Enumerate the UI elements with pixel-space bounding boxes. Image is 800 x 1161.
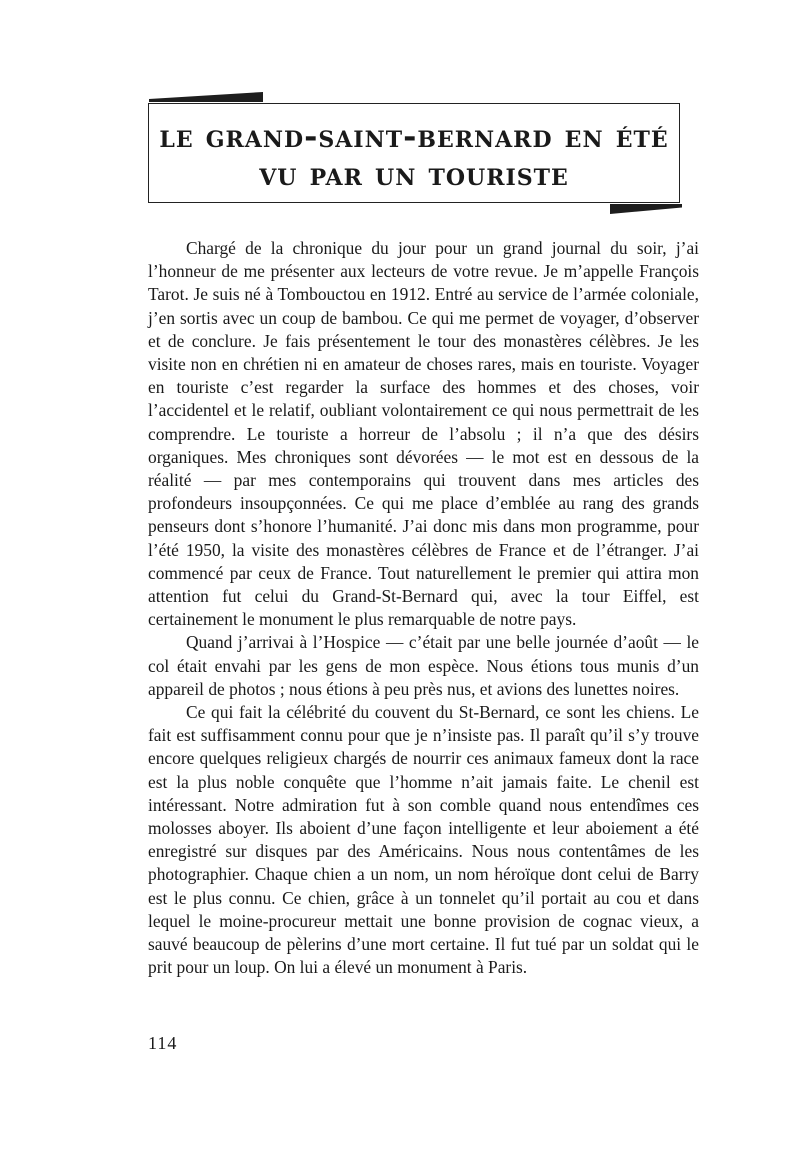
page-number: 114 [148,1033,178,1053]
page-title-line-1: le grand-saint-bernard en été [159,117,669,155]
paragraph-3: Ce qui fait la célébrité du couvent du St-Bernard, ce sont les chiens. Le fait est suffisamment connu pour que je n’insiste pas. Il paraît qu’il s’y trouve encore quelques religieux chargés de nourrir ces animaux fameux dont la race est la plus noble conquête que l’homme n’ait jamais faite. Le chenil est intéressant. Notre admiration fut à son comble quand nous entendîmes ces molosses aboyer. Ils aboient d’une façon intelligente et leur aboiement a été enregistré sur disques par des Américains. Nous nous contentâmes de les photographier. Chaque chien a un nom, un nom héroïque dont celui de Barry est le plus connu. Ce chien, grâce à un tonnelet qu’il portait au cou et dans lequel le moine-procureur mettait une bonne provision de cognac vieux, a sauvé beaucoup de pèlerins d’une mort certaine. Il fut tué par un soldat qui le prit pour un loup. On lui a élevé un monument à Paris. [148,702,699,978]
paragraph-2: Quand j’arrivai à l’Hospice — c’était par une belle journée d’août — le col était envahi par les gens de mon espèce. Nous étions tous munis d’un appareil de photos ; nous étions à peu près nus, et avions des lunettes noires. [148,632,699,699]
article-body [148,237,699,980]
title-frame [148,103,680,203]
paragraph-1: Chargé de la chronique du jour pour un grand journal du soir, j’ai l’honneur de me présenter aux lecteurs de votre revue. Je m’appelle François Tarot. Je suis né à Tombouctou en 1912. Entré au service de l’armée coloniale, j’en sortis avec un coup de bambou. Ce qui me permet de voyager, d’observer et de conclure. Je fais présentement le tour des monastères célèbres. Je les visite non en chrétien ni en amateur de choses rares, mais en touriste. Voyager en touriste c’est regarder la surface des hommes et des choses, voir l’accidentel et le relatif, oubliant volontairement ce qui nous permettrait de les comprendre. Le touriste a horreur de l’absolu ; il n’a que des désirs organiques. Mes chroniques sont dévorées — le mot est en dessous de la réalité — par mes contemporains qui trouvent dans mes articles des profondeurs insoupçonnées. Ce qui me place d’emblée au rang des grands penseurs dont s’honore l’humanité. J’ai donc mis dans mon programme, pour l’été 1950, la visite des monastères célèbres de France et de l’étranger. J’ai commencé par ceux de France. Tout naturellement le premier qui attira mon attention fut celui du Grand-St-Bernard qui, avec la tour Eiffel, est certainement le monument le plus remarquable de notre pays. [148,238,699,630]
title-bottom-rule [610,204,682,214]
page-title-line-2: vu par un touriste [259,155,569,193]
title-top-rule [149,92,263,102]
